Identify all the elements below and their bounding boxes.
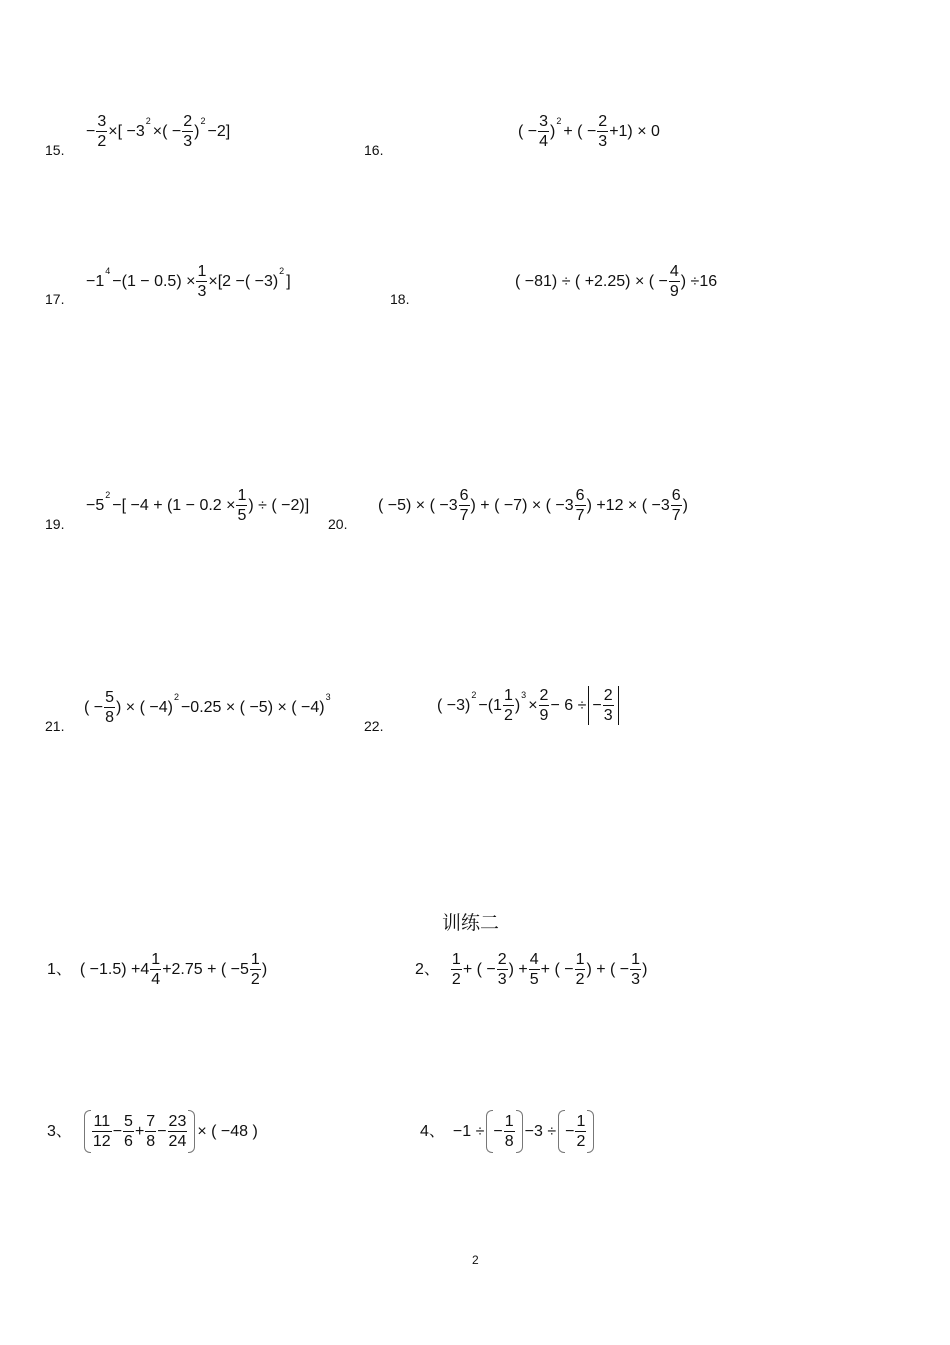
exponent: 2 <box>556 115 562 126</box>
question-2 <box>415 950 647 989</box>
numerator: 1 <box>197 263 207 280</box>
expr-text: ×( − <box>152 122 182 140</box>
denominator: 2 <box>576 1133 586 1150</box>
minus-sign: − <box>86 122 96 140</box>
numerator: 1 <box>631 951 641 968</box>
expr-text: − <box>157 1122 167 1140</box>
expr-text: −(1 − 0.5) × <box>112 272 196 290</box>
numerator: 2 <box>603 687 613 704</box>
fraction <box>236 486 247 525</box>
question-number: 2、 <box>415 960 440 978</box>
expr-text: ( −1.5) +4 <box>79 960 150 978</box>
denominator: 8 <box>504 1133 514 1150</box>
numerator: 7 <box>146 1113 156 1130</box>
expr-text: ) + ( −7) × ( −3 <box>470 496 574 514</box>
denominator: 5 <box>237 507 247 524</box>
fraction <box>597 112 608 151</box>
denominator: 24 <box>168 1133 187 1150</box>
expr-text: × ( −48 ) <box>197 1122 258 1140</box>
fraction <box>575 950 586 989</box>
numerator: 6 <box>459 487 469 504</box>
expr-text: ×[ −3 <box>108 122 145 140</box>
exponent: 3 <box>325 691 331 702</box>
fraction <box>250 950 261 989</box>
denominator: 3 <box>497 971 507 988</box>
fraction <box>459 486 470 525</box>
numerator: 1 <box>451 951 461 968</box>
fraction <box>575 1112 586 1151</box>
expr-text: ) + ( − <box>586 960 630 978</box>
expr-text: + ( − <box>540 960 574 978</box>
denominator: 7 <box>575 507 585 524</box>
page-number: 2 <box>472 1253 479 1267</box>
section-title: 训练二 <box>442 913 500 934</box>
expr-text: ] <box>286 272 291 290</box>
numerator: 1 <box>575 951 585 968</box>
denominator: 3 <box>183 133 193 150</box>
expr-text: ) +12 × ( −3 <box>586 496 670 514</box>
fraction <box>145 1112 156 1151</box>
expr-text: ( −3) <box>437 696 471 714</box>
problem-21-expression <box>84 688 333 727</box>
denominator: 3 <box>598 133 608 150</box>
problem-19-expression <box>86 486 309 525</box>
numerator: 6 <box>575 487 585 504</box>
problem-21-number: 21. <box>45 718 65 734</box>
fraction <box>150 950 161 989</box>
expr-text: ) <box>261 960 268 978</box>
expr-text: ( −81) ÷ ( +2.25) × ( − <box>515 272 668 290</box>
numerator: 3 <box>539 113 549 130</box>
big-parentheses <box>84 1112 195 1151</box>
big-parentheses <box>558 1112 594 1151</box>
numerator: 1 <box>237 487 247 504</box>
fraction <box>504 1112 515 1151</box>
fraction <box>503 686 514 725</box>
expr-text: + ( − <box>462 960 496 978</box>
expr-text: ( −5) × ( −3 <box>378 496 458 514</box>
fraction <box>196 262 207 301</box>
denominator: 7 <box>459 507 469 524</box>
expr-text: −5 <box>86 496 105 514</box>
question-number: 1、 <box>47 960 72 978</box>
fraction <box>630 950 641 989</box>
expr-text: − <box>112 1122 123 1140</box>
exponent: 2 <box>173 691 179 702</box>
exponent: 2 <box>471 689 477 700</box>
numerator: 11 <box>93 1113 111 1130</box>
numerator: 6 <box>671 487 681 504</box>
numerator: 2 <box>183 113 193 130</box>
fraction <box>529 950 540 989</box>
problem-18-number: 18. <box>390 291 410 307</box>
absolute-value <box>588 686 618 725</box>
exponent: 2 <box>145 115 151 126</box>
fraction <box>671 486 682 525</box>
fraction <box>603 686 614 725</box>
big-parentheses <box>486 1112 522 1151</box>
expr-text: −0.25 × ( −5) × ( −4) <box>180 698 325 716</box>
exponent: 2 <box>279 265 285 276</box>
problem-19-number: 19. <box>45 516 65 532</box>
expr-text: ×[2 −( −3) <box>208 272 279 290</box>
question-3 <box>47 1112 258 1151</box>
question-number: 4、 <box>420 1122 445 1140</box>
problem-20-expression <box>378 486 688 525</box>
denominator: 2 <box>97 133 107 150</box>
numerator: 4 <box>529 951 539 968</box>
denominator: 5 <box>529 971 539 988</box>
expr-text: −1 <box>86 272 105 290</box>
numerator: 2 <box>497 951 507 968</box>
fraction <box>104 688 115 727</box>
numerator: 2 <box>539 687 549 704</box>
denominator: 4 <box>151 971 161 988</box>
denominator: 3 <box>631 971 641 988</box>
numerator: 1 <box>250 951 260 968</box>
exponent: 2 <box>200 115 206 126</box>
expr-text: −1 ÷ <box>452 1122 485 1140</box>
numerator: 1 <box>576 1113 586 1130</box>
expr-text: ) ÷16 <box>680 272 718 290</box>
problem-15-number: 15. <box>45 142 65 158</box>
fraction <box>92 1112 112 1151</box>
expr-text: −2] <box>207 122 231 140</box>
denominator: 7 <box>671 507 681 524</box>
problem-22-expression <box>437 686 619 725</box>
expr-text: ) × ( −4) <box>116 698 173 716</box>
expr-text: ) <box>682 496 688 514</box>
denominator: 4 <box>539 133 549 150</box>
question-4 <box>420 1112 596 1151</box>
question-1 <box>47 950 267 989</box>
expr-text: ( − <box>518 122 538 140</box>
denominator: 2 <box>250 971 260 988</box>
fraction <box>168 1112 188 1151</box>
fraction <box>182 112 193 151</box>
denominator: 6 <box>124 1133 133 1150</box>
problem-22-number: 22. <box>364 718 384 734</box>
expr-text: × <box>528 696 538 714</box>
expr-text: + <box>134 1122 145 1140</box>
fraction <box>575 486 586 525</box>
expr-text: ) <box>194 122 200 140</box>
problem-16-number: 16. <box>364 142 384 158</box>
expr-text: −[ −4 + (1 − 0.2 × <box>112 496 236 514</box>
denominator: 9 <box>669 283 679 300</box>
fraction <box>669 262 680 301</box>
expr-text: ) + <box>508 960 528 978</box>
problem-17-number: 17. <box>45 291 65 307</box>
exponent: 2 <box>105 489 111 500</box>
expr-text: +2.75 + ( −5 <box>162 960 249 978</box>
denominator: 8 <box>105 709 115 726</box>
fraction <box>539 686 550 725</box>
problem-20-number: 20. <box>328 516 348 532</box>
problem-17-expression <box>86 262 291 301</box>
minus-sign: − <box>493 1122 503 1140</box>
denominator: 9 <box>539 707 549 724</box>
exponent: 3 <box>521 689 527 700</box>
fraction <box>538 112 549 151</box>
numerator: 4 <box>669 263 679 280</box>
numerator: 1 <box>504 1113 514 1130</box>
numerator: 2 <box>598 113 608 130</box>
denominator: 2 <box>503 707 513 724</box>
fraction <box>96 112 107 151</box>
expr-text: ) <box>550 122 556 140</box>
fraction <box>451 950 462 989</box>
denominator: 3 <box>603 707 613 724</box>
exponent: 4 <box>105 265 111 276</box>
question-number: 3、 <box>47 1122 72 1140</box>
denominator: 2 <box>451 971 461 988</box>
expr-text: − 6 ÷ <box>550 696 587 714</box>
expr-text: −3 ÷ <box>524 1122 557 1140</box>
fraction <box>123 1112 134 1151</box>
denominator: 3 <box>197 283 207 300</box>
expr-text: ) <box>514 696 521 714</box>
numerator: 5 <box>124 1113 133 1130</box>
denominator: 12 <box>92 1133 111 1150</box>
expr-text: ( − <box>84 698 104 716</box>
expr-text: ) <box>642 960 648 978</box>
expr-text: + ( − <box>563 122 597 140</box>
expr-text: −(1 <box>478 696 502 714</box>
denominator: 2 <box>575 971 585 988</box>
problem-15-expression <box>86 112 230 151</box>
minus-sign: − <box>592 696 602 714</box>
expr-text: ) ÷ ( −2)] <box>248 496 310 514</box>
denominator: 8 <box>146 1133 156 1150</box>
expr-text: +1) × 0 <box>609 122 660 140</box>
numerator: 1 <box>151 951 161 968</box>
numerator: 3 <box>97 113 107 130</box>
problem-18-expression <box>515 262 717 301</box>
fraction <box>497 950 508 989</box>
numerator: 1 <box>503 687 513 704</box>
minus-sign: − <box>565 1122 575 1140</box>
problem-16-expression <box>518 112 660 151</box>
numerator: 23 <box>168 1113 187 1130</box>
numerator: 5 <box>105 689 115 706</box>
